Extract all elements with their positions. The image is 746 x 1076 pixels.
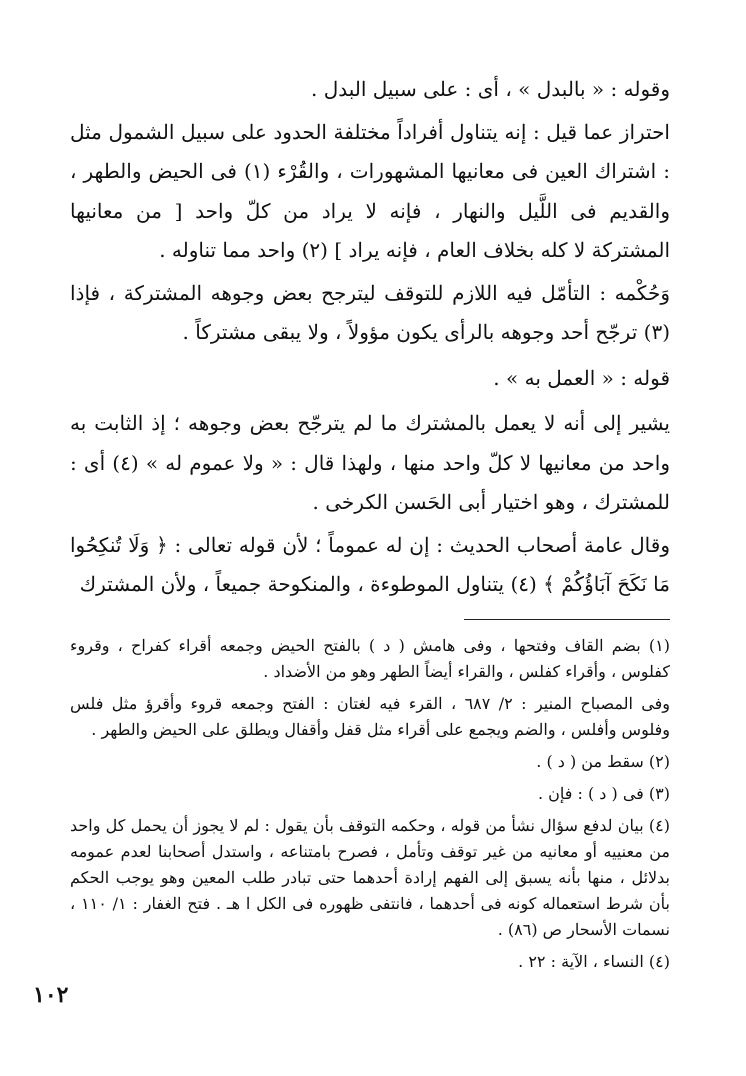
footnote-3: (٣) فى ( د ) : فإن . [537,783,670,803]
footnote-4: (٤) بيان لدفع سؤال نشأ من قوله ، وحكمه التوقف بأن يقول : لم لا يجوز أن يحمل كل واحد من معنييه أو معانيه من غير توقف وتأمل ، فصرح بامتناعه ، واستدل أصحابنا لعدم عمومه بدلائل ، منها بأنه يسبق إلى الفهم إرادة أحدهما حتى تبادر طلب المعين وهو يوجب الحكم بأن شرط استعماله كونه فى أحدهما ، فانتفى ظهوره فى الكل ا هـ . فتح الغفار : ١/ ١١٠ ، نسمات الأسحار ص (٨٦) . [70,815,671,939]
footnote-1-continued: وفى المصباح المنير : ٢/ ٦٨٧ ، القرء فيه لغتان : الفتح وجمعه قروء وأقرؤ مثل فلس وفلوس وأفلس ، والضم ويجمع على أقراء مثل قفل وأقفال ويطلق على الحيض والطهر . [70,693,670,739]
footnotes [70,633,670,975]
footnote-divider [464,619,670,620]
footnote-5: (٤) النساء ، الآية : ٢٢ . [518,951,670,971]
paragraph-1: وقوله : « بالبدل » ، أى : على سبيل البدل . [310,77,670,101]
paragraph-3: وَحُكْمه : التأمّل فيه اللازم للتوقف ليترجح بعض وجوهه المشتركة ، فإذا (٣) ترجّح أحد وجوهه بالرأى يكون مؤولاً ، ولا يبقى مشتركاً . [70,280,670,344]
page-body [70,70,670,975]
footnote-1: (١) بضم القاف وفتحها ، وفى هامش ( د ) بالفتح الحيض وجمعه أقراء كفراح ، وقروء كفلوس ، وأقراء كفلس ، والقراء أيضاً الطهر وهو من الأضداد . [70,635,670,681]
main-text [70,70,670,605]
paragraph-2: احتراز عما قيل : إنه يتناول أفراداً مختلفة الحدود على سبيل الشمول مثل : اشتراك العين فى معانيها المشهورات ، والقُرْء (١) فى الحيض والطهر ، والقديم فى اللَّيل والنهار ، فإنه لا يراد من كلّ واحد [ من معانيها المشتركة لا كله بخلاف العام ، فإنه يراد ] (٢) واحد مما تناوله . [70,119,671,262]
paragraph-6: وقال عامة أصحاب الحديث : إن له عموماً ؛ لأن قوله تعالى : ﴿ وَلَا تُنكِحُوا مَا نَكَحَ آبَاؤُكُمْ ﴾ (٤) يتناول الموطوءة ، والمنكوحة جميعاً ، ولأن المشترك [70,532,670,596]
paragraph-5: يشير إلى أنه لا يعمل بالمشترك ما لم يترجّح بعض وجوهه ؛ إذ الثابت به واحد من معانيها لا كلّ واحد منها ، ولهذا قال : « ولا عموم له » (٤) أى : للمشترك ، وهو اختيار أبى الحَسن الكرخى . [70,411,670,514]
footnote-2: (٢) سقط من ( د ) . [536,751,670,771]
page-number: ١٠٢ [33,982,69,1008]
paragraph-4: قوله : « العمل به » . [493,365,670,390]
